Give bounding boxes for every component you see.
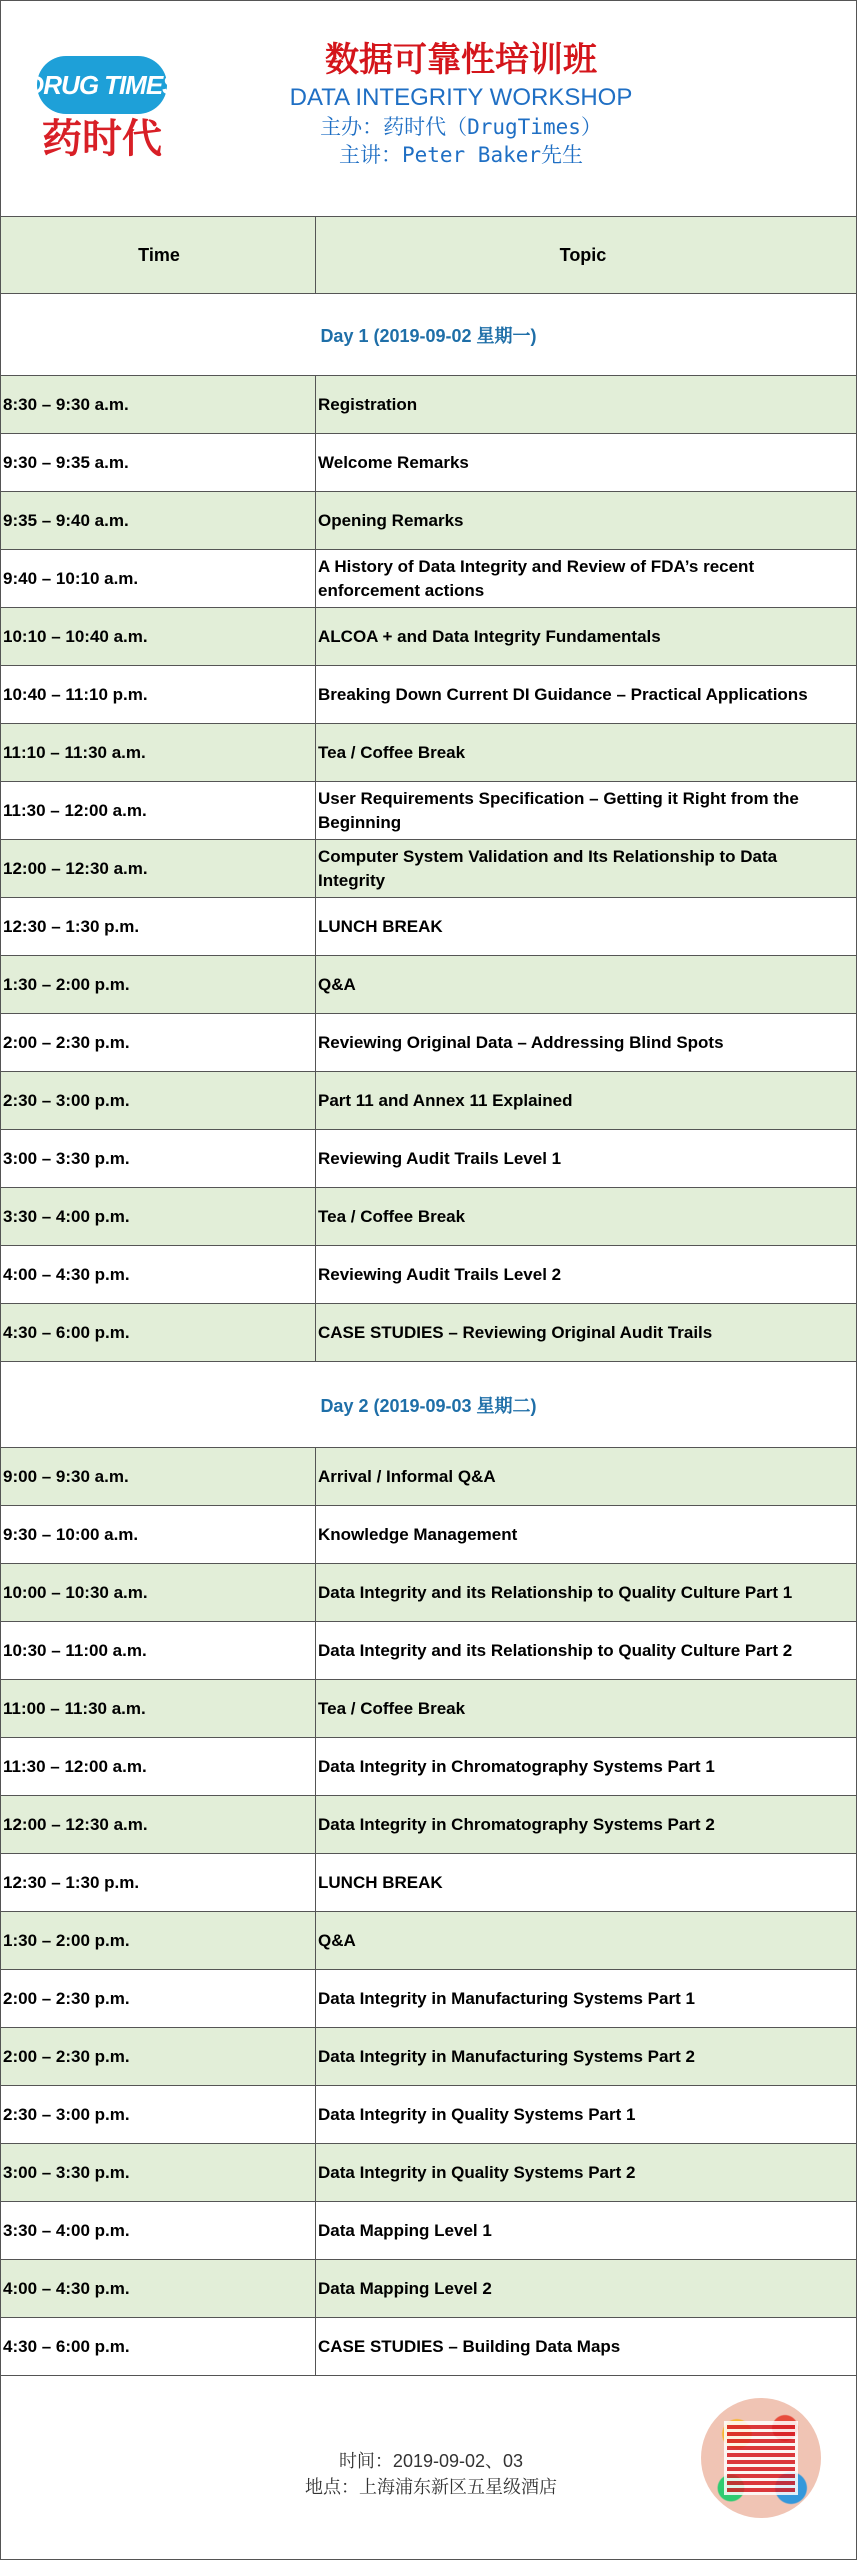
time-cell: 4:30 – 6:00 p.m. (1, 1304, 316, 1361)
topic-cell: Data Integrity in Chromatography Systems Part 1 (318, 1756, 715, 1776)
table-row (1, 1448, 856, 1506)
time-cell: 2:30 – 3:00 p.m. (1, 1072, 316, 1129)
table-row (1, 1564, 856, 1622)
table-row (1, 2318, 856, 2376)
title-block (201, 39, 721, 169)
table-row (1, 2086, 856, 2144)
table-row (1, 608, 856, 666)
time-cell: 9:35 – 9:40 a.m. (1, 492, 316, 549)
day1-heading: Day 1 (2019-09-02 星期一) (1, 294, 856, 376)
topic-cell: ALCOA + and Data Integrity Fundamentals (318, 626, 661, 646)
drugtimes-logo (25, 56, 179, 162)
time-cell: 3:00 – 3:30 p.m. (1, 2144, 316, 2201)
logo-chinese-name: 药时代 (42, 117, 162, 161)
topic-cell: Breaking Down Current DI Guidance – Practical Applications (318, 684, 808, 704)
table-row (1, 434, 856, 492)
time-cell: 1:30 – 2:00 p.m. (1, 1912, 316, 1969)
topic-cell: Data Integrity and its Relationship to Quality Culture Part 2 (318, 1640, 793, 1660)
table-row (1, 898, 856, 956)
topic-cell: Data Integrity in Chromatography Systems Part 2 (318, 1814, 715, 1834)
topic-cell: Reviewing Audit Trails Level 1 (318, 1148, 562, 1168)
topic-cell: Q&A (318, 1930, 356, 1950)
logo-text-times: TIMES (104, 69, 179, 100)
table-row (1, 492, 856, 550)
time-cell: 2:00 – 2:30 p.m. (1, 1970, 316, 2027)
topic-cell: Tea / Coffee Break (318, 1206, 466, 1226)
topic-cell: Data Mapping Level 1 (318, 2220, 492, 2240)
topic-cell: Tea / Coffee Break (318, 1698, 466, 1718)
column-header-topic: Topic (559, 245, 607, 265)
table-row (1, 2144, 856, 2202)
table-row (1, 724, 856, 782)
table-row (1, 1304, 856, 1362)
time-cell: 3:30 – 4:00 p.m. (1, 1188, 316, 1245)
header (1, 1, 856, 217)
table-row (1, 2202, 856, 2260)
time-cell: 10:00 – 10:30 a.m. (1, 1564, 316, 1621)
qr-code-pattern (724, 2421, 798, 2495)
time-cell: 8:30 – 9:30 a.m. (1, 376, 316, 433)
table-row (1, 550, 856, 608)
time-cell: 12:00 – 12:30 a.m. (1, 840, 316, 897)
time-cell: 10:10 – 10:40 a.m. (1, 608, 316, 665)
topic-cell: Registration (318, 394, 418, 414)
table-row (1, 840, 856, 898)
title-english: DATA INTEGRITY WORKSHOP (289, 84, 633, 111)
table-row (1, 1622, 856, 1680)
table-row (1, 1014, 856, 1072)
logo-pill (25, 56, 179, 114)
time-cell: 4:00 – 4:30 p.m. (1, 2260, 316, 2317)
footer (1, 2376, 856, 2564)
qr-code-image (701, 2398, 821, 2518)
table-row (1, 1506, 856, 1564)
time-cell: 12:30 – 1:30 p.m. (1, 1854, 316, 1911)
time-cell: 11:00 – 11:30 a.m. (1, 1680, 316, 1737)
table-row (1, 2260, 856, 2318)
table-row (1, 1796, 856, 1854)
table-row (1, 2028, 856, 2086)
topic-cell: Knowledge Management (318, 1524, 518, 1544)
event-date: 时间：2019-09-02、03 (338, 2451, 524, 2471)
topic-cell: Data Integrity in Manufacturing Systems Part 1 (318, 1988, 695, 2008)
topic-cell: Reviewing Audit Trails Level 2 (318, 1264, 562, 1284)
time-cell: 10:30 – 11:00 a.m. (1, 1622, 316, 1679)
time-cell: 1:30 – 2:00 p.m. (1, 956, 316, 1013)
host-line: 主办：药时代（DrugTimes） (320, 115, 602, 139)
topic-cell: CASE STUDIES – Reviewing Original Audit Trails (318, 1322, 713, 1342)
table-row (1, 1970, 856, 2028)
time-cell: 9:40 – 10:10 a.m. (1, 550, 316, 607)
time-cell: 4:30 – 6:00 p.m. (1, 2318, 316, 2375)
time-cell: 9:30 – 10:00 a.m. (1, 1506, 316, 1563)
topic-cell: Part 11 and Annex 11 Explained (318, 1090, 573, 1110)
topic-cell: Data Integrity in Manufacturing Systems Part 2 (318, 2046, 695, 2066)
topic-cell: Data Integrity in Quality Systems Part 2 (318, 2162, 636, 2182)
time-cell: 11:30 – 12:00 a.m. (1, 1738, 316, 1795)
time-cell: 3:00 – 3:30 p.m. (1, 1130, 316, 1187)
topic-cell: LUNCH BREAK (318, 1872, 443, 1892)
topic-cell: Welcome Remarks (318, 452, 469, 472)
time-cell: 9:00 – 9:30 a.m. (1, 1448, 316, 1505)
time-cell: 12:00 – 12:30 a.m. (1, 1796, 316, 1853)
table-row (1, 1072, 856, 1130)
topic-cell: Computer System Validation and Its Relationship to Data Integrity (318, 846, 778, 890)
time-cell: 4:00 – 4:30 p.m. (1, 1246, 316, 1303)
table-row (1, 1738, 856, 1796)
table-row (1, 1854, 856, 1912)
topic-cell: Data Integrity and its Relationship to Quality Culture Part 1 (318, 1582, 793, 1602)
table-row (1, 1912, 856, 1970)
topic-cell: Reviewing Original Data – Addressing Blind Spots (318, 1032, 724, 1052)
event-location: 地点：上海浦东新区五星级酒店 (305, 2477, 557, 2497)
topic-cell: Opening Remarks (318, 510, 464, 530)
topic-cell: User Requirements Specification – Getting it Right from the Beginning (318, 788, 799, 832)
table-row (1, 1130, 856, 1188)
time-cell: 3:30 – 4:00 p.m. (1, 2202, 316, 2259)
table-row (1, 376, 856, 434)
topic-cell: Tea / Coffee Break (318, 742, 466, 762)
table-row (1, 782, 856, 840)
time-cell: 12:30 – 1:30 p.m. (1, 898, 316, 955)
logo-text-drug: DRUG (25, 69, 99, 100)
time-cell: 10:40 – 11:10 p.m. (1, 666, 316, 723)
table-row (1, 1246, 856, 1304)
topic-cell: A History of Data Integrity and Review of FDA’s recent enforcement actions (318, 556, 755, 600)
title-chinese: 数据可靠性培训班 (325, 40, 597, 80)
time-cell: 2:00 – 2:30 p.m. (1, 1014, 316, 1071)
topic-cell: Q&A (318, 974, 356, 994)
topic-cell: CASE STUDIES – Building Data Maps (318, 2336, 621, 2356)
time-cell: 9:30 – 9:35 a.m. (1, 434, 316, 491)
table-row (1, 1680, 856, 1738)
topic-cell: Arrival / Informal Q&A (318, 1466, 496, 1486)
table-row (1, 1188, 856, 1246)
day2-heading: Day 2 (2019-09-03 星期二) (1, 1362, 856, 1448)
speaker-line: 主讲：Peter Baker先生 (338, 143, 584, 167)
table-header-row (1, 217, 856, 294)
topic-cell: Data Integrity in Quality Systems Part 1 (318, 2104, 636, 2124)
time-cell: 11:10 – 11:30 a.m. (1, 724, 316, 781)
time-cell: 2:30 – 3:00 p.m. (1, 2086, 316, 2143)
time-cell: 11:30 – 12:00 a.m. (1, 782, 316, 839)
table-row (1, 666, 856, 724)
day2-schedule (1, 1448, 856, 2376)
table-row (1, 956, 856, 1014)
topic-cell: Data Mapping Level 2 (318, 2278, 492, 2298)
column-header-time: Time (1, 217, 316, 293)
topic-cell: LUNCH BREAK (318, 916, 443, 936)
day1-schedule (1, 376, 856, 1362)
time-cell: 2:00 – 2:30 p.m. (1, 2028, 316, 2085)
